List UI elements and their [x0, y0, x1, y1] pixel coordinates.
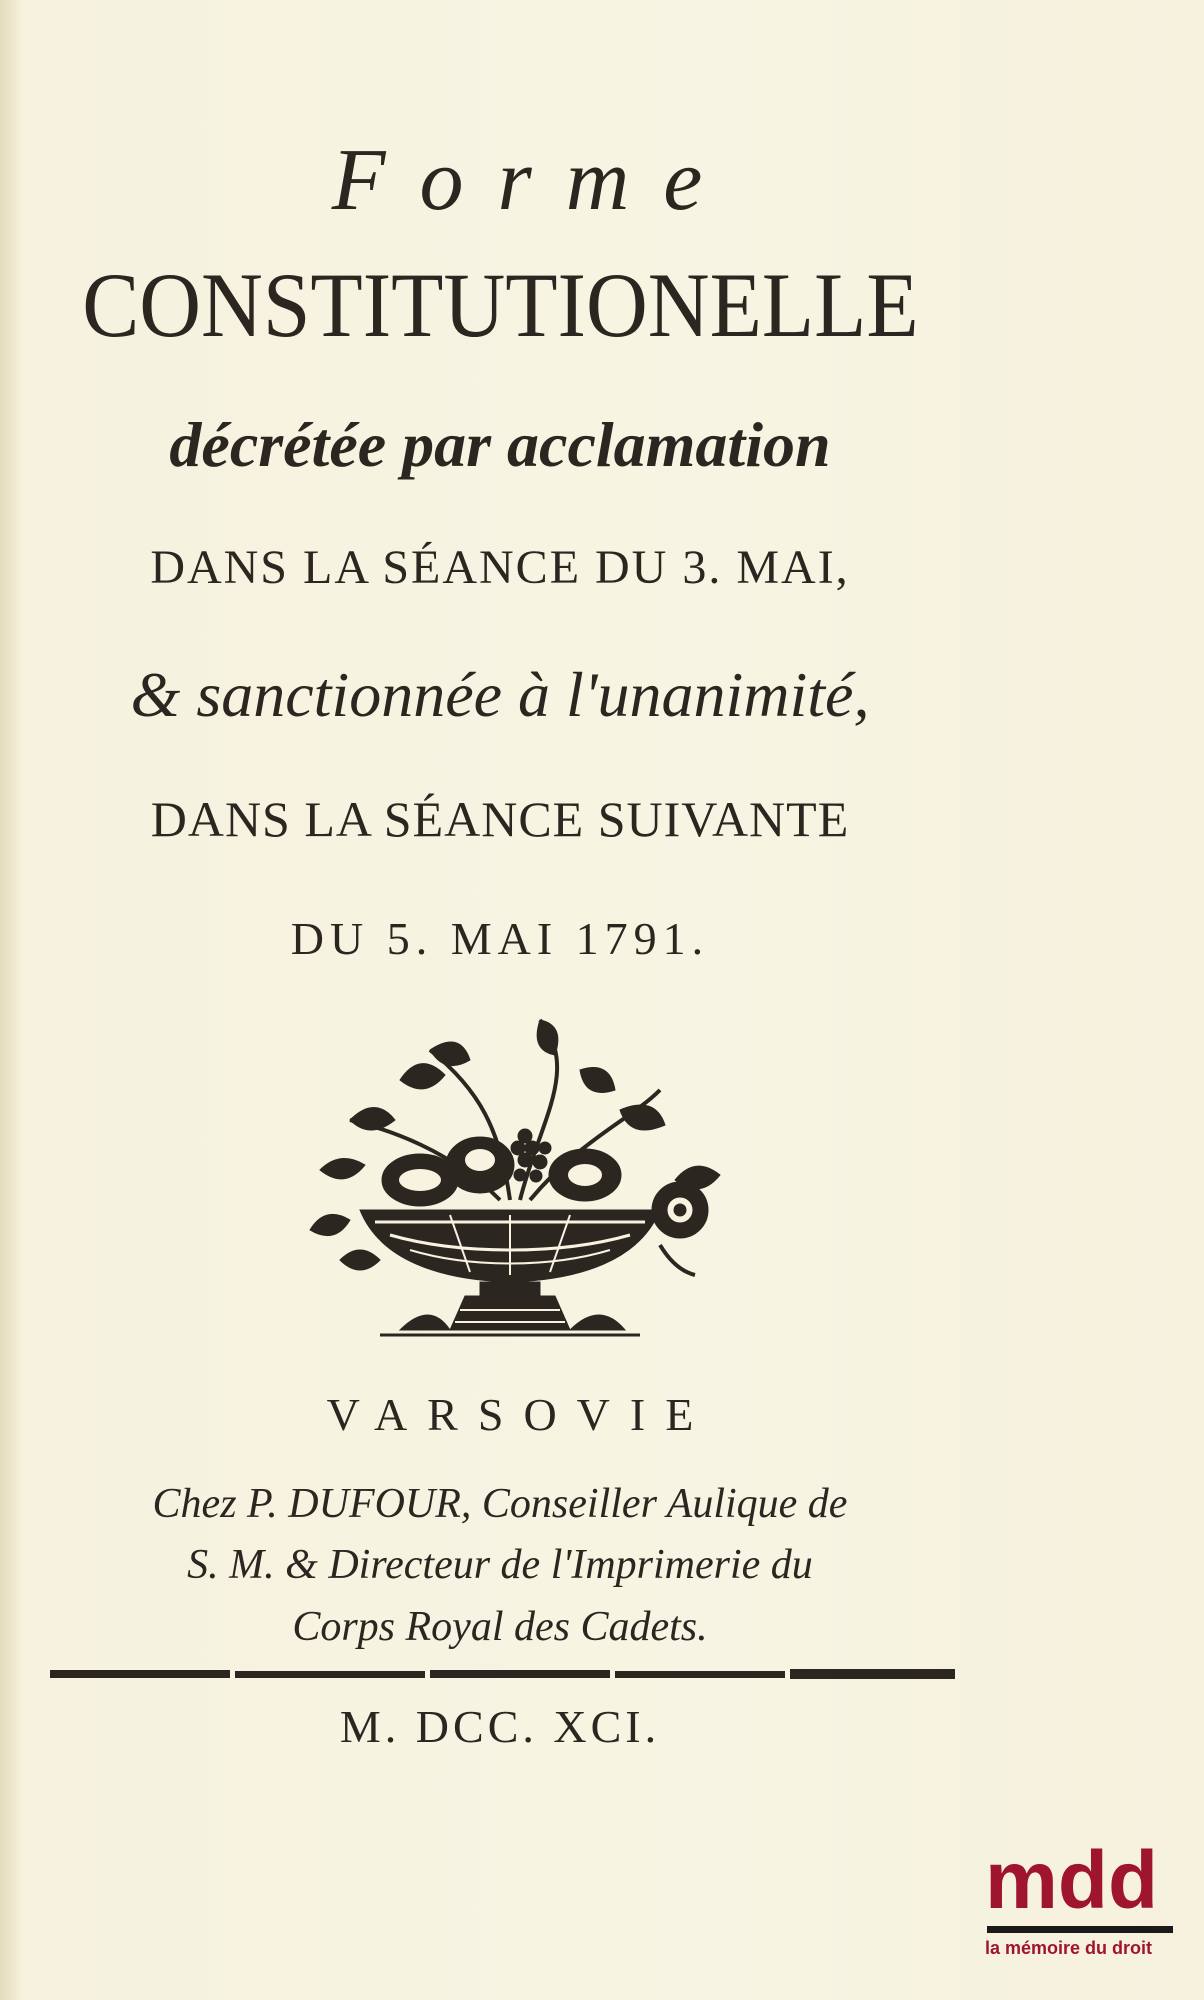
title-line-forme: Forme: [331, 132, 737, 229]
imprint-line-3: Corps Royal des Cadets.: [292, 1604, 708, 1650]
title-line-constitutionelle: CONSTITUTIONELLE: [82, 254, 919, 356]
subtitle-date: DU 5. MAI 1791.: [290, 913, 710, 964]
mdd-logo: [985, 1840, 1185, 1965]
publication-year: M. DCC. XCI.: [339, 1701, 661, 1752]
mdd-logo-bar: [987, 1926, 1173, 1933]
mdd-logo-tagline: la mémoire du droit: [985, 1938, 1153, 1958]
subtitle-seance-3-mai: DANS LA SÉANCE DU 3. MAI,: [150, 541, 850, 594]
imprint-city: VARSOVIE: [326, 1389, 714, 1440]
subtitle-seance-suivante: DANS LA SÉANCE SUIVANTE: [150, 791, 850, 847]
subtitle-decretee: décrétée par acclamation: [169, 409, 831, 480]
imprint-line-1: Chez P. DUFOUR, Conseiller Aulique de: [152, 1481, 848, 1527]
mdd-logo-mark: [985, 1840, 1175, 1920]
divider-rule: [50, 1668, 955, 1680]
mdd-mark-text: mdd: [985, 1840, 1159, 1920]
subtitle-sanctionnee: & sanctionnée à l'unanimité,: [130, 659, 870, 730]
fruit-basket-woodcut-icon: [280, 1010, 740, 1350]
imprint-line-2: S. M. & Directeur de l'Imprimerie du: [187, 1542, 813, 1588]
